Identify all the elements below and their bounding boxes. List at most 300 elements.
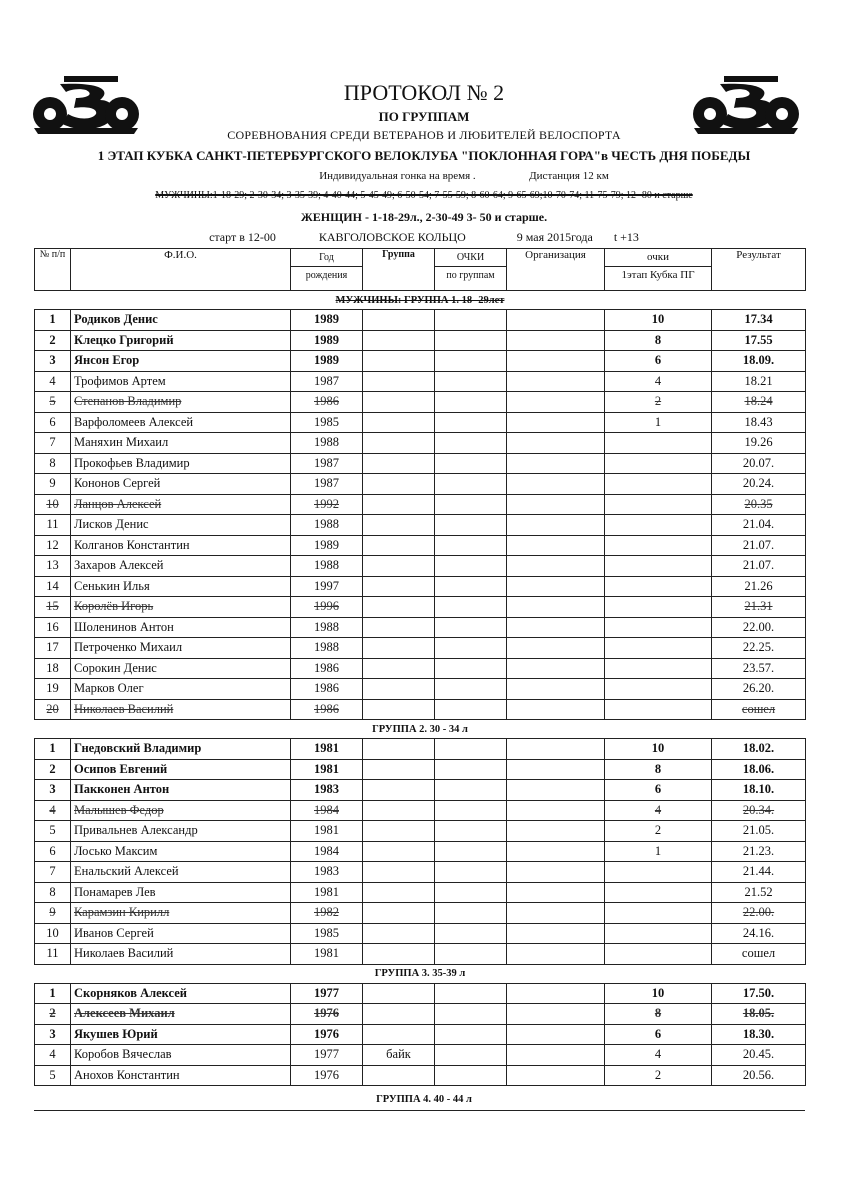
cell-num: 8: [35, 453, 71, 474]
table-row: [35, 638, 806, 659]
cell-points: [435, 679, 507, 700]
cell-year: 1988: [291, 556, 363, 577]
cell-cup-points: [605, 882, 712, 903]
cell-name: Малышев Федор: [71, 800, 291, 821]
table-row: [35, 800, 806, 821]
cell-result: 20.56.: [712, 1065, 806, 1086]
race-distance: Дистанция 12 км: [529, 170, 609, 182]
cell-org: [507, 983, 605, 1004]
cell-points: [435, 739, 507, 760]
cell-points: [435, 699, 507, 720]
cell-points: [435, 983, 507, 1004]
cell-result: 18.24: [712, 392, 806, 413]
cell-points: [435, 515, 507, 536]
cell-num: 4: [35, 371, 71, 392]
cell-name: Карамзин Кирилл: [71, 903, 291, 924]
cell-group: [363, 1065, 435, 1086]
cell-org: [507, 556, 605, 577]
cell-result: 21.26: [712, 576, 806, 597]
table-row: [35, 330, 806, 351]
cell-year: 1989: [291, 330, 363, 351]
cell-group: [363, 903, 435, 924]
cell-result: 22.00.: [712, 617, 806, 638]
cell-result: 21.05.: [712, 821, 806, 842]
table-row: [35, 1024, 806, 1045]
cell-points: [435, 310, 507, 331]
table-row: [35, 780, 806, 801]
group-header-row: [35, 720, 806, 739]
cell-result: 18.10.: [712, 780, 806, 801]
cell-year: 1989: [291, 310, 363, 331]
cell-org: [507, 371, 605, 392]
cell-name: Кононов Сергей: [71, 474, 291, 495]
table-row: [35, 1065, 806, 1086]
table-row: [35, 310, 806, 331]
cell-year: 1977: [291, 1045, 363, 1066]
document-subtitle: ПО ГРУППАМ: [378, 109, 470, 124]
cell-cup-points: [605, 474, 712, 495]
cell-name: Анохов Константин: [71, 1065, 291, 1086]
cell-cup-points: 4: [605, 800, 712, 821]
cell-year: 1981: [291, 759, 363, 780]
cell-result: 18.05.: [712, 1004, 806, 1025]
cell-year: 1981: [291, 739, 363, 760]
table-row: [35, 371, 806, 392]
cell-name: Маняхин Михаил: [71, 433, 291, 454]
cell-name: Клецко Григорий: [71, 330, 291, 351]
cell-name: Лисков Денис: [71, 515, 291, 536]
cell-cup-points: [605, 556, 712, 577]
cell-points: [435, 330, 507, 351]
cell-year: 1987: [291, 474, 363, 495]
cell-name: Прокофьев Владимир: [71, 453, 291, 474]
bottom-rule: [34, 1110, 805, 1111]
start-info: [0, 230, 848, 245]
cell-num: 4: [35, 1045, 71, 1066]
cell-num: 19: [35, 679, 71, 700]
cell-year: 1981: [291, 944, 363, 965]
table-row: [35, 679, 806, 700]
group-4-label: ГРУППА 4. 40 - 44 л: [376, 1094, 472, 1105]
venue: КАВГОЛОВСКОЕ КОЛЬЦО: [318, 230, 466, 244]
cell-name: Иванов Сергей: [71, 923, 291, 944]
cell-name: Сорокин Денис: [71, 658, 291, 679]
temperature: t +13: [613, 230, 639, 244]
cell-cup-points: [605, 658, 712, 679]
col-org-header: Организация: [507, 249, 605, 291]
cell-num: 1: [35, 983, 71, 1004]
cell-cup-points: 4: [605, 1045, 712, 1066]
col-num-header: № п/п: [35, 249, 71, 291]
table-row: [35, 597, 806, 618]
cell-points: [435, 412, 507, 433]
cell-cup-points: 1: [605, 412, 712, 433]
race-type: Индивидуальная гонка на время .: [319, 170, 476, 182]
cell-cup-points: 6: [605, 1024, 712, 1045]
cell-group: [363, 371, 435, 392]
cell-name: Николаев Василий: [71, 944, 291, 965]
table-row: [35, 699, 806, 720]
cell-result: 22.00.: [712, 903, 806, 924]
cell-org: [507, 882, 605, 903]
cell-name: Ланцов Алексей: [71, 494, 291, 515]
table-row: [35, 433, 806, 454]
cell-num: 8: [35, 882, 71, 903]
cell-year: 1977: [291, 983, 363, 1004]
cell-group: [363, 983, 435, 1004]
cell-name: Степанов Владимир: [71, 392, 291, 413]
cell-org: [507, 923, 605, 944]
cell-year: 1985: [291, 412, 363, 433]
cell-cup-points: [605, 597, 712, 618]
cell-org: [507, 310, 605, 331]
cell-year: 1984: [291, 841, 363, 862]
cell-num: 7: [35, 433, 71, 454]
cell-org: [507, 739, 605, 760]
table-row: [35, 983, 806, 1004]
cell-result: 20.45.: [712, 1045, 806, 1066]
cell-num: 3: [35, 780, 71, 801]
cell-name: Скорняков Алексей: [71, 983, 291, 1004]
cell-result: 24.16.: [712, 923, 806, 944]
cell-org: [507, 821, 605, 842]
document-title: ПРОТОКОЛ № 2: [343, 80, 505, 105]
cell-result: 20.34.: [712, 800, 806, 821]
cell-name: Королёв Игорь: [71, 597, 291, 618]
cell-org: [507, 638, 605, 659]
cell-group: [363, 882, 435, 903]
cell-points: [435, 453, 507, 474]
cell-group: [363, 699, 435, 720]
cell-org: [507, 699, 605, 720]
competition-name: СОРЕВНОВАНИЯ СРЕДИ ВЕТЕРАНОВ И ЛЮБИТЕЛЕЙ ВЕЛОСПОРТА: [227, 128, 621, 142]
cell-num: 5: [35, 1065, 71, 1086]
cell-result: сошел: [712, 699, 806, 720]
cell-group: [363, 821, 435, 842]
table-row: [35, 658, 806, 679]
cell-cup-points: [605, 944, 712, 965]
cell-result: 22.25.: [712, 638, 806, 659]
table-row: [35, 1045, 806, 1066]
cell-points: [435, 821, 507, 842]
cell-name: Марков Олег: [71, 679, 291, 700]
cell-year: 1986: [291, 658, 363, 679]
cell-points: [435, 392, 507, 413]
cell-name: Алексеев Михаил: [71, 1004, 291, 1025]
cell-points: [435, 780, 507, 801]
table-row: [35, 494, 806, 515]
cell-group: [363, 923, 435, 944]
cell-name: Енальский Алексей: [71, 862, 291, 883]
cell-cup-points: 10: [605, 310, 712, 331]
table-row: [35, 841, 806, 862]
cell-points: [435, 1045, 507, 1066]
cell-result: 19.26: [712, 433, 806, 454]
cell-year: 1981: [291, 821, 363, 842]
table-row: [35, 392, 806, 413]
cell-cup-points: 6: [605, 780, 712, 801]
cell-group: [363, 433, 435, 454]
cell-points: [435, 556, 507, 577]
table-row: [35, 739, 806, 760]
cell-year: 1987: [291, 453, 363, 474]
table-row: [35, 351, 806, 372]
cell-year: 1983: [291, 862, 363, 883]
cell-result: 18.09.: [712, 351, 806, 372]
col-year-header: Год рождения: [291, 249, 363, 291]
cell-org: [507, 494, 605, 515]
table-row: [35, 515, 806, 536]
table-row: [35, 474, 806, 495]
cell-group: [363, 597, 435, 618]
cell-group: [363, 310, 435, 331]
cell-org: [507, 841, 605, 862]
cell-result: 17.55: [712, 330, 806, 351]
start-time: старт в 12-00: [209, 230, 276, 244]
cell-group: [363, 638, 435, 659]
cell-group: [363, 617, 435, 638]
race-date: 9 мая 2015года: [516, 230, 593, 244]
group-label: ГРУППА 3. 35-39 л: [35, 964, 806, 983]
cell-result: 26.20.: [712, 679, 806, 700]
col-points-header: ОЧКИ по группам: [435, 249, 507, 291]
cell-points: [435, 494, 507, 515]
cell-result: 17.34: [712, 310, 806, 331]
cell-org: [507, 617, 605, 638]
table-row: [35, 923, 806, 944]
cell-group: [363, 330, 435, 351]
cell-points: [435, 576, 507, 597]
cell-year: 1988: [291, 433, 363, 454]
cell-group: [363, 1024, 435, 1045]
cell-org: [507, 576, 605, 597]
cell-name: Николаев Василий: [71, 699, 291, 720]
cell-result: 21.44.: [712, 862, 806, 883]
race-info: [40, 170, 848, 182]
cell-org: [507, 433, 605, 454]
cell-points: [435, 862, 507, 883]
table-row: [35, 821, 806, 842]
cell-org: [507, 392, 605, 413]
cell-points: [435, 433, 507, 454]
men-age-groups: МУЖЧИНЫ:1-18-29; 2-30-34; 3-35-39; 4-40-44; 5-45-49; 6-50-54; 7-55-59; 8-60-64; 9-65-69;10-70-74; 11-75-79; 12- 80 и старше: [155, 190, 693, 201]
cell-cup-points: 10: [605, 983, 712, 1004]
cell-cup-points: 1: [605, 841, 712, 862]
cell-points: [435, 638, 507, 659]
cell-name: Привальнев Александр: [71, 821, 291, 842]
women-age-groups: ЖЕНЩИН - 1-18-29л., 2-30-49 3- 50 и старше.: [300, 210, 548, 224]
cell-name: Колганов Константин: [71, 535, 291, 556]
cell-group: [363, 841, 435, 862]
cell-group: [363, 576, 435, 597]
cell-num: 11: [35, 944, 71, 965]
table-row: [35, 1004, 806, 1025]
col-group-header: Группа: [363, 249, 435, 291]
cell-result: 21.04.: [712, 515, 806, 536]
cell-year: 1984: [291, 800, 363, 821]
cell-cup-points: [605, 638, 712, 659]
cell-year: 1976: [291, 1004, 363, 1025]
cell-group: [363, 515, 435, 536]
cell-name: Осипов Евгений: [71, 759, 291, 780]
cell-name: Янсон Егор: [71, 351, 291, 372]
cell-year: 1986: [291, 699, 363, 720]
cell-group: байк: [363, 1045, 435, 1066]
cell-points: [435, 1065, 507, 1086]
cell-org: [507, 944, 605, 965]
cell-num: 7: [35, 862, 71, 883]
cell-name: Варфоломеев Алексей: [71, 412, 291, 433]
table-row: [35, 862, 806, 883]
cell-group: [363, 800, 435, 821]
cell-num: 20: [35, 699, 71, 720]
cell-year: 1976: [291, 1065, 363, 1086]
cell-cup-points: [605, 903, 712, 924]
cell-name: Трофимов Артем: [71, 371, 291, 392]
cell-cup-points: [605, 515, 712, 536]
cell-cup-points: [605, 535, 712, 556]
cell-org: [507, 1024, 605, 1045]
cell-org: [507, 1045, 605, 1066]
cell-num: 2: [35, 1004, 71, 1025]
cell-points: [435, 597, 507, 618]
cell-points: [435, 882, 507, 903]
cell-group: [363, 412, 435, 433]
cell-points: [435, 800, 507, 821]
cell-group: [363, 556, 435, 577]
cell-year: 1992: [291, 494, 363, 515]
cell-group: [363, 679, 435, 700]
cell-num: 11: [35, 515, 71, 536]
cell-result: 18.02.: [712, 739, 806, 760]
cell-name: Пакконен Антон: [71, 780, 291, 801]
group-header-row: [35, 964, 806, 983]
cell-org: [507, 474, 605, 495]
cell-name: Коробов Вячеслав: [71, 1045, 291, 1066]
cell-num: 3: [35, 1024, 71, 1045]
cell-name: Петроченко Михаил: [71, 638, 291, 659]
cell-num: 4: [35, 800, 71, 821]
table-row: [35, 535, 806, 556]
cell-points: [435, 1024, 507, 1045]
cell-cup-points: [605, 576, 712, 597]
cell-name: Гнедовский Владимир: [71, 739, 291, 760]
cell-org: [507, 679, 605, 700]
cell-num: 1: [35, 739, 71, 760]
cell-cup-points: 8: [605, 759, 712, 780]
cell-result: 18.06.: [712, 759, 806, 780]
cell-num: 10: [35, 494, 71, 515]
cell-cup-points: 2: [605, 392, 712, 413]
cell-num: 14: [35, 576, 71, 597]
results-table: [34, 248, 806, 1086]
cell-group: [363, 1004, 435, 1025]
cup-name: 1 ЭТАП КУБКА САНКТ-ПЕТЕРБУРГСКОГО ВЕЛОКЛУБА "ПОКЛОННАЯ ГОРА"в ЧЕСТЬ ДНЯ ПОБЕДЫ: [97, 148, 751, 163]
cell-year: 1976: [291, 1024, 363, 1045]
cell-name: Сенькин Илья: [71, 576, 291, 597]
cell-cup-points: [605, 699, 712, 720]
cell-result: 17.50.: [712, 983, 806, 1004]
cell-name: Родиков Денис: [71, 310, 291, 331]
cell-group: [363, 392, 435, 413]
cell-points: [435, 1004, 507, 1025]
cell-cup-points: 2: [605, 1065, 712, 1086]
cell-year: 1986: [291, 392, 363, 413]
cell-num: 9: [35, 903, 71, 924]
table-row: [35, 556, 806, 577]
cell-num: 6: [35, 841, 71, 862]
cell-result: 21.52: [712, 882, 806, 903]
cell-cup-points: [605, 679, 712, 700]
cell-points: [435, 658, 507, 679]
cell-cup-points: [605, 494, 712, 515]
cell-org: [507, 658, 605, 679]
col-result-header: Результат: [712, 249, 806, 291]
cell-org: [507, 780, 605, 801]
cell-org: [507, 862, 605, 883]
cell-group: [363, 453, 435, 474]
group-label: МУЖЧИНЫ: ГРУППА 1. 18- 29лет: [35, 291, 806, 310]
cell-year: 1986: [291, 679, 363, 700]
cell-org: [507, 597, 605, 618]
group-header-row: [35, 291, 806, 310]
cell-cup-points: 4: [605, 371, 712, 392]
cell-result: сошел: [712, 944, 806, 965]
cell-group: [363, 759, 435, 780]
cell-result: 20.07.: [712, 453, 806, 474]
table-row: [35, 944, 806, 965]
cell-points: [435, 841, 507, 862]
cell-name: Шоленинов Антон: [71, 617, 291, 638]
cell-result: 18.30.: [712, 1024, 806, 1045]
cell-name: Лосько Максим: [71, 841, 291, 862]
cell-cup-points: 10: [605, 739, 712, 760]
cell-result: 18.43: [712, 412, 806, 433]
cell-year: 1997: [291, 576, 363, 597]
cell-year: 1988: [291, 638, 363, 659]
cell-num: 18: [35, 658, 71, 679]
cell-group: [363, 351, 435, 372]
cell-cup-points: [605, 453, 712, 474]
cell-cup-points: 8: [605, 1004, 712, 1025]
cell-org: [507, 535, 605, 556]
cell-result: 21.31: [712, 597, 806, 618]
cell-org: [507, 903, 605, 924]
cell-points: [435, 903, 507, 924]
cell-num: 3: [35, 351, 71, 372]
cell-result: 21.07.: [712, 556, 806, 577]
cell-num: 13: [35, 556, 71, 577]
cell-points: [435, 535, 507, 556]
cell-points: [435, 923, 507, 944]
cell-points: [435, 944, 507, 965]
cell-group: [363, 658, 435, 679]
cell-result: 20.24.: [712, 474, 806, 495]
col-cup-header: очки 1этап Кубка ПГ: [605, 249, 712, 291]
cell-points: [435, 351, 507, 372]
cell-num: 10: [35, 923, 71, 944]
cell-year: 1985: [291, 923, 363, 944]
cell-org: [507, 453, 605, 474]
cell-group: [363, 739, 435, 760]
table-row: [35, 759, 806, 780]
cell-num: 16: [35, 617, 71, 638]
cell-group: [363, 780, 435, 801]
cell-num: 2: [35, 330, 71, 351]
cell-points: [435, 371, 507, 392]
cell-num: 5: [35, 392, 71, 413]
table-row: [35, 903, 806, 924]
